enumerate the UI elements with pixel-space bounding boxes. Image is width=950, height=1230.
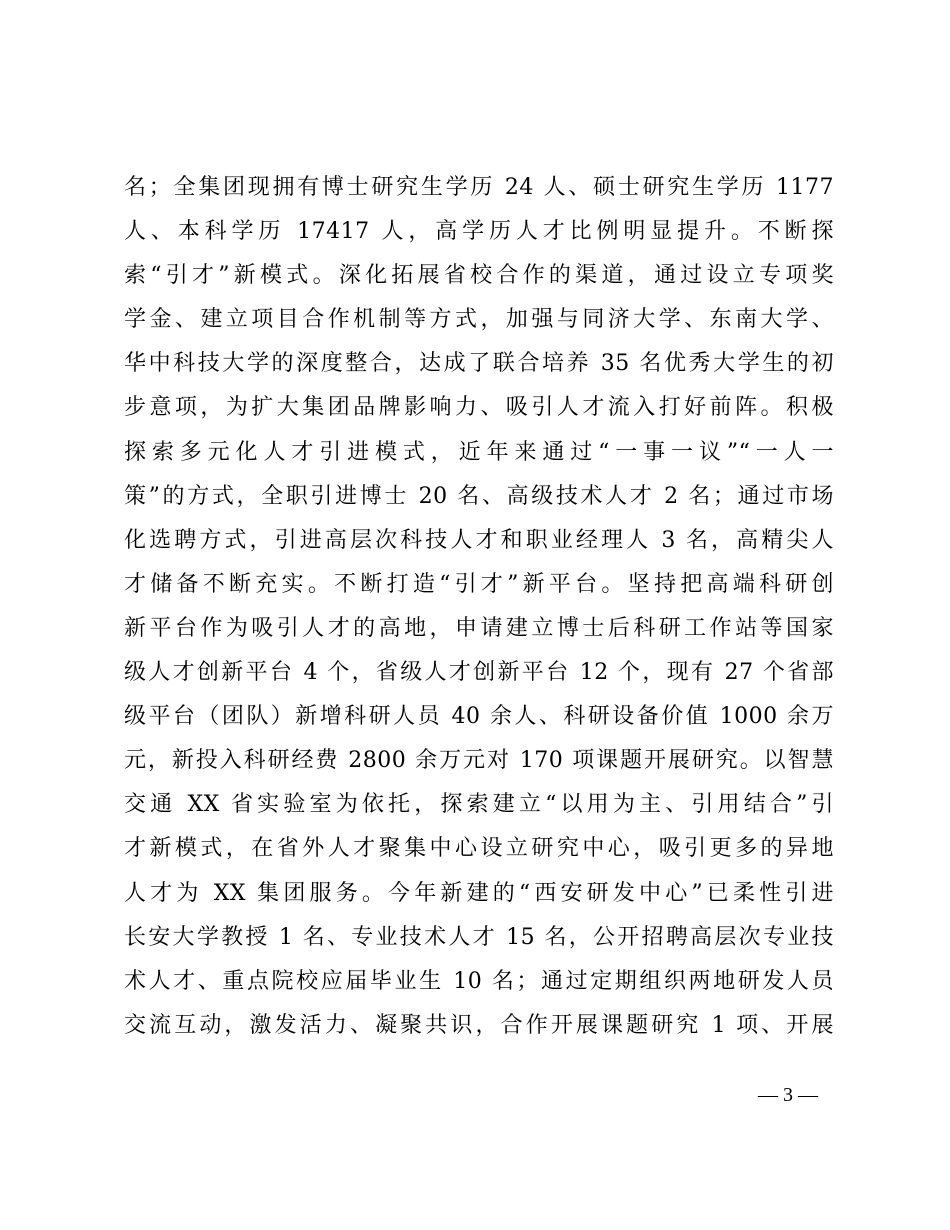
text-line-20: 交流互动，激发活力、凝聚共识，合作开展课题研究 1 项、开展 (124, 1012, 834, 1038)
text-line-2: 人、本科学历 17417 人，高学历人才比例明显提升。不断探 (124, 219, 834, 245)
page-number: — 3 — (758, 1084, 818, 1106)
text-line-9: 化选聘方式，引进高层次科技人才和职业经理人 3 名，高精尖人 (124, 527, 834, 553)
text-line-16: 才新模式，在省外人才聚集中心设立研究中心，吸引更多的异地 (124, 836, 834, 862)
text-line-18: 长安大学教授 1 名、专业技术人才 15 名，公开招聘高层次专业技 (124, 924, 834, 950)
text-line-13: 级平台（团队）新增科研人员 40 余人、科研设备价值 1000 余万 (124, 704, 834, 730)
text-line-5: 华中科技大学的深度整合，达成了联合培养 35 名优秀大学生的初 (124, 351, 834, 377)
body-text (124, 166, 834, 1048)
text-line-3: 索“引才”新模式。深化拓展省校合作的渠道，通过设立专项奖 (124, 263, 834, 289)
text-line-10: 才储备不断充实。不断打造“引才”新平台。坚持把高端科研创 (124, 571, 834, 597)
text-line-15: 交通 XX 省实验室为依托，探索建立“以用为主、引用结合”引 (124, 792, 834, 818)
text-line-12: 级人才创新平台 4 个，省级人才创新平台 12 个，现有 27 个省部 (124, 660, 834, 686)
text-line-1: 名；全集团现拥有博士研究生学历 24 人、硕士研究生学历 1177 (124, 175, 834, 200)
text-line-7: 探索多元化人才引进模式，近年来通过“一事一议”“一人一 (124, 439, 834, 465)
text-line-17: 人才为 XX 集团服务。今年新建的“西安研发中心”已柔性引进 (124, 880, 834, 906)
text-line-19: 术人才、重点院校应届毕业生 10 名；通过定期组织两地研发人员 (124, 968, 834, 994)
text-line-11: 新平台作为吸引人才的高地，申请建立博士后科研工作站等国家 (124, 615, 834, 641)
text-line-6: 步意项，为扩大集团品牌影响力、吸引人才流入打好前阵。积极 (124, 395, 834, 421)
text-line-4: 学金、建立项目合作机制等方式，加强与同济大学、东南大学、 (124, 307, 834, 333)
text-line-14: 元，新投入科研经费 2800 余万元对 170 项课题开展研究。以智慧 (124, 748, 834, 774)
text-line-8: 策”的方式，全职引进博士 20 名、高级技术人才 2 名；通过市场 (124, 483, 834, 509)
